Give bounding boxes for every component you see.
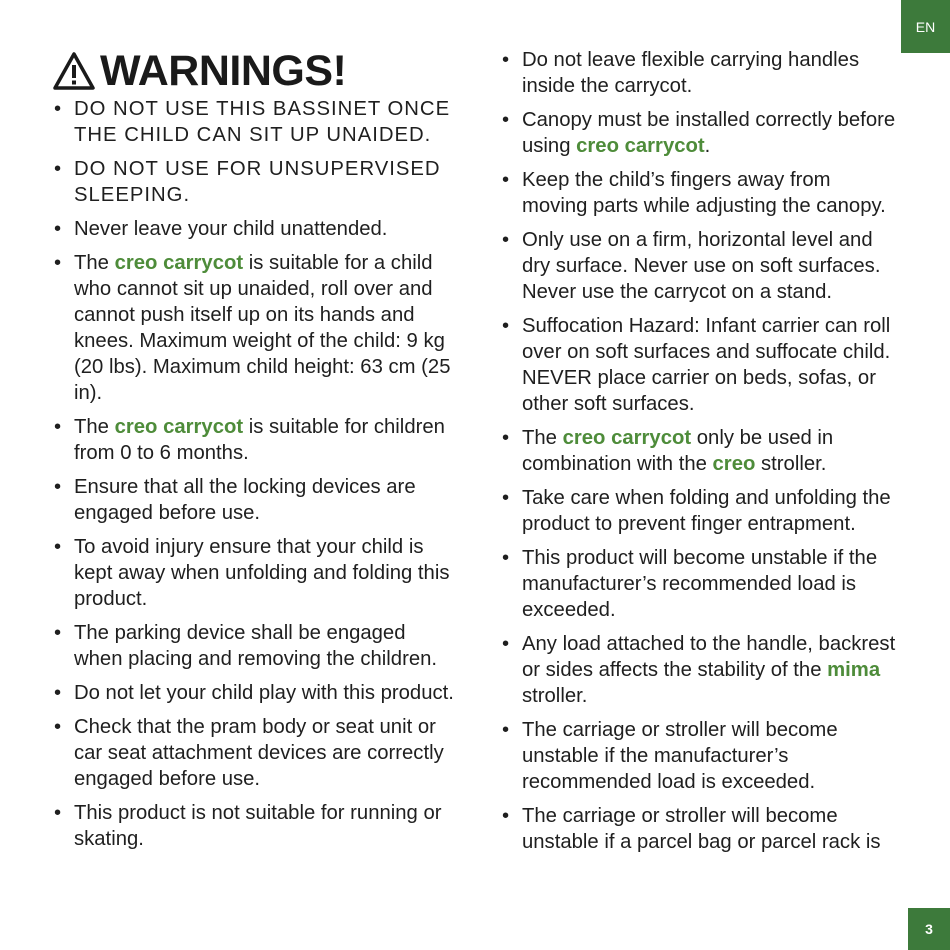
list-item: • The creo carrycot is suitable for children from 0 to 6 months. [54,416,445,464]
list-item: • The carriage or stroller will become unstable if a parcel bag or parcel rack is [502,805,881,853]
list-item: • This product will become unstable if the manufacturer’s recommended load is exceeded. [502,547,878,621]
list-item: • Suffocation Hazard: Infant carrier can roll over on soft surfaces and suffocate child. NEVER place carrier on beds, sofas, or other soft surfaces. [502,315,891,415]
warnings-heading [52,44,346,98]
page-title: WARNINGS! [100,46,347,95]
list-item: • Any load attached to the handle, backrest or sides affects the stability of the mima stroller. [502,633,896,707]
list-item: • The parking device shall be engaged when placing and removing the children. [54,622,438,670]
list-item: • Ensure that all the locking devices are engaged before use. [54,476,416,524]
list-item: • Do not let your child play with this product. [54,682,454,704]
list-item: • The carriage or stroller will become unstable if the manufacturer’s recommended load is exceeded. [502,719,838,793]
list-item: • DO NOT USE THIS BASSINET ONCE THE CHILD CAN SIT UP UNAIDED. [54,98,451,146]
list-item: • Keep the child’s fingers away from moving parts while adjusting the canopy. [502,169,886,217]
list-item: • The creo carrycot only be used in combination with the creo stroller. [502,427,834,475]
brand-name: creo carrycot [576,135,705,157]
page-number: 3 [908,908,950,950]
brand-name: creo carrycot [114,416,244,438]
brand-name: creo carrycot [562,427,692,449]
list-item: • To avoid injury ensure that your child is kept away when unfolding and folding this product. [54,536,450,610]
list-item: • Check that the pram body or seat unit or car seat attachment devices are correctly engaged before use. [54,716,444,790]
brand-name: creo [712,453,756,475]
list-item: • Canopy must be installed correctly before using creo carrycot. [502,109,896,157]
list-item: • DO NOT USE FOR UNSUPERVISED SLEEPING. [54,158,441,206]
warning-list-left [52,96,457,860]
warning-list-right [500,47,900,863]
brand-name: mima [827,659,881,681]
list-item: • Do not leave flexible carrying handles inside the carrycot. [502,49,860,97]
list-item: • Take care when folding and unfolding the product to prevent finger entrapment. [502,487,891,535]
brand-name: creo carrycot [114,252,244,274]
list-item: • Never leave your child unattended. [54,218,388,240]
list-item: • Only use on a firm, horizontal level and dry surface. Never use on soft surfaces. Never use the carrycot on a stand. [502,229,881,303]
list-item: • The creo carrycot is suitable for a child who cannot sit up unaided, roll over and cannot push itself up on its hands and knees. Maximum weight of the child: 9 kg (20 lbs). Maximum child height: 63 cm (25 in). [54,252,451,404]
warning-triangle-icon [52,51,96,91]
language-tab: EN [901,0,950,53]
list-item: • This product is not suitable for running or skating. [54,802,442,850]
